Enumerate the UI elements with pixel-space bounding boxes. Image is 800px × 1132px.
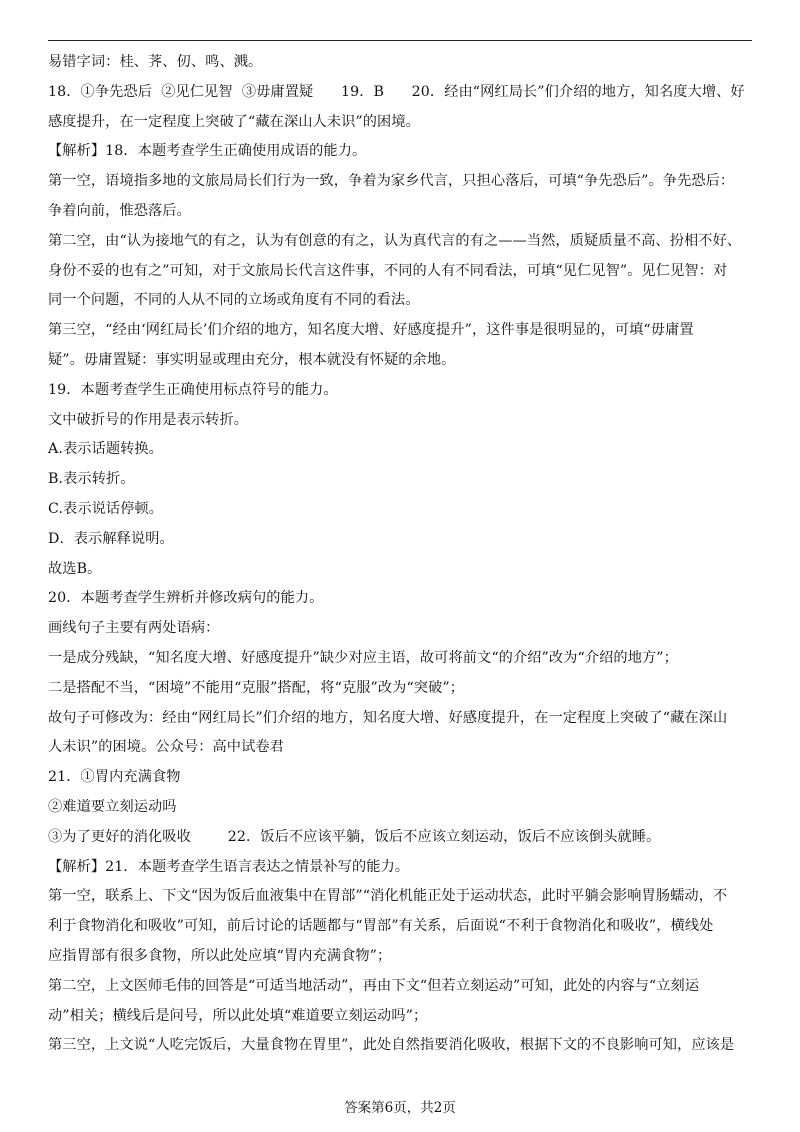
text-line: 故选B。	[48, 560, 102, 577]
text-line: 第一空，语境指多地的文旅局局长们行为一致，争着为家乡代言，只担心落后，可填“争先恐后”。争先恐后：	[48, 173, 735, 190]
text-line: 21．①胃内充满食物	[48, 769, 181, 786]
text-line: 20．本题考查学生辨析并修改病句的能力。	[48, 590, 324, 607]
answer-text-body	[48, 48, 760, 1061]
page-footer: 答案第6页，共2页	[344, 1100, 456, 1116]
header-rule	[48, 40, 752, 41]
text-line: 应指胃部有很多食物，所以此处应填“胃内充满食物”；	[48, 947, 392, 964]
text-line: 疑”。毋庸置疑：事实明显或理由充分，根本就没有怀疑的余地。	[48, 351, 456, 368]
text-line: 【解析】18．本题考查学生正确使用成语的能力。	[48, 143, 367, 160]
text-line: 动”相关；横线后是问号，所以此处填“难道要立刻运动吗”；	[48, 1007, 428, 1024]
text-line: 利于食物消化和吸收”可知，前后讨论的话题都与“胃部”有关系，后面说“不利于食物消化和吸收”，横线处	[48, 918, 714, 935]
text-line: 身份不妥的也有之”可知，对于文旅局长代言这件事，不同的人有不同看法，可填“见仁见智”。见仁见智：对	[48, 262, 728, 279]
text-line: 易错字词：桂、荠、仞、鸣、溅。	[48, 54, 263, 70]
text-line: 故句子可修改为：经由“网红局长”们介绍的地方，知名度大增、好感度提升，在一定程度上突破了“藏在深山	[48, 709, 728, 726]
text-line: B.表示转折。	[48, 471, 135, 488]
text-line: ③为了更好的消化吸收 22．饭后不应该平躺，饭后不应该立刻运动，饭后不应该倒头就睡。	[48, 828, 661, 845]
text-line: 争着向前，惟恐落后。	[48, 202, 191, 219]
text-line: 画线句子主要有两处语病：	[48, 620, 220, 637]
text-line: 人未识”的困境。公众号：高中试卷君	[48, 739, 284, 756]
text-line: D．表示解释说明。	[48, 530, 174, 547]
text-line: C.表示说话停顿。	[48, 500, 164, 517]
text-line: 二是搭配不当，“困境”不能用“克服”搭配，将“克服”改为“突破”；	[48, 679, 465, 696]
text-line: 文中破折号的作用是表示转折。	[48, 411, 249, 428]
text-line: 一是成分残缺，“知名度大增、好感度提升”缺少对应主语，故可将前文“的介绍”改为“介绍的地方”；	[48, 649, 678, 666]
text-line: 第一空，联系上、下文“因为饭后血液集中在胃部”“消化机能正处于运动状态，此时平躺会影响胃肠蠕动，不	[48, 888, 728, 905]
text-line: 第二空，由“认为接地气的有之，认为有创意的有之，认为真代言的有之——当然，质疑质量不高、扮相不好、	[48, 232, 742, 249]
text-line: 感度提升，在一定程度上突破了“藏在深山人未识”的困境。	[48, 113, 420, 130]
text-line: ②难道要立刻运动吗	[48, 798, 177, 815]
text-line: 第二空，上文医师毛伟的回答是“可适当地活动”，再由下文“但若立刻运动”可知，此处的内容与“立刻运	[48, 977, 700, 994]
text-line: 19．本题考查学生正确使用标点符号的能力。	[48, 381, 338, 398]
text-line: 第三空，上文说“人吃完饭后，大量食物在胃里”，此处自然指要消化吸收，根据下文的不良影响可知，应该是	[48, 1037, 735, 1054]
text-line: 第三空，“经由‘网红局长’们介绍的地方，知名度大增、好感度提升”，这件事是很明显的，可填“毋庸置	[48, 322, 694, 339]
text-line: A.表示话题转换。	[48, 441, 163, 458]
text-line: 【解析】21．本题考查学生语言表达之情景补写的能力。	[48, 858, 410, 875]
text-line: 18．①争先恐后 ②见仁见智 ③毋庸置疑 19．B 20．经由“网红局长”们介绍的地方，知名度大增、好	[48, 83, 745, 100]
text-line: 同一个问题，不同的人从不同的立场或角度有不同的看法。	[48, 292, 420, 309]
